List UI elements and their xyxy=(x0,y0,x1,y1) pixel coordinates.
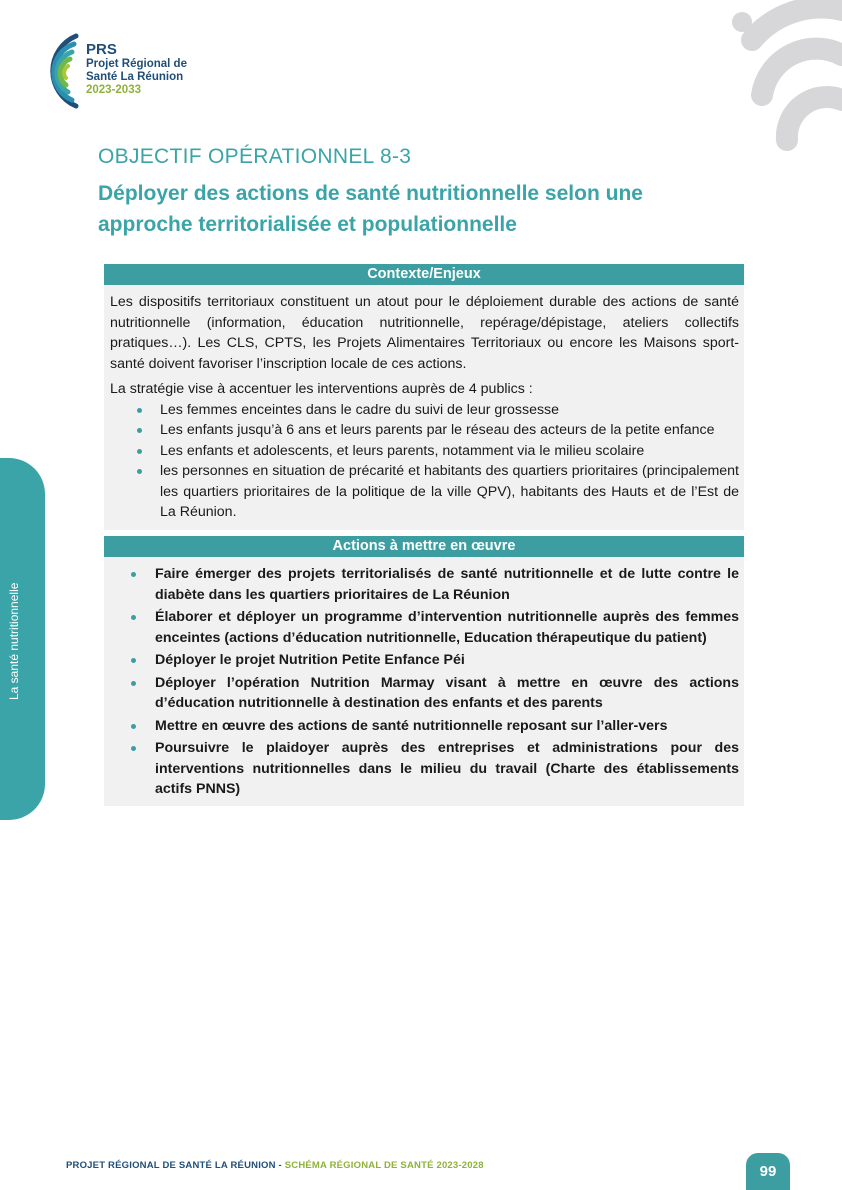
chapter-side-label: La santé nutritionnelle xyxy=(7,582,21,700)
actions-heading: Actions à mettre en œuvre xyxy=(104,536,744,557)
context-section xyxy=(104,264,744,530)
logo-years: 2023-2033 xyxy=(86,84,141,96)
footer xyxy=(66,1160,484,1171)
logo-line-1: Projet Régional de xyxy=(86,58,187,70)
prs-logo xyxy=(24,28,224,118)
footer-separator: - xyxy=(275,1160,285,1171)
list-item: Poursuivre le plaidoyer auprès des entreprises et administrations pour des interventions nutritionnelles dans le milieu du travail (Charte des établissements actifs PNNS) xyxy=(155,738,739,800)
logo-line-2: Santé La Réunion xyxy=(86,71,184,83)
list-item: Élaborer et déployer un programme d’intervention nutritionnelle auprès des femmes enceintes (actions d’éducation nutritionnelle, Education thérapeutique du patient) xyxy=(155,607,739,648)
context-heading: Contexte/Enjeux xyxy=(104,264,744,285)
footer-document-title: PROJET RÉGIONAL DE SANTÉ LA RÉUNION xyxy=(66,1160,276,1171)
page-number: 99 xyxy=(746,1153,790,1190)
list-item: Les femmes enceintes dans le cadre du suivi de leur grossesse xyxy=(160,400,739,421)
list-item: les personnes en situation de précarité et habitants des quartiers prioritaires (principalement les quartiers prioritaires de la politique de la ville QPV), habitants des Hauts et de l’Est de La Réunion. xyxy=(160,461,739,523)
list-item: Faire émerger des projets territorialisés de santé nutritionnelle et de lutte contre le diabète dans les quartiers prioritaires de La Réunion xyxy=(155,564,739,605)
context-paragraph-2: La stratégie vise à accentuer les interventions auprès de 4 publics : xyxy=(110,381,533,397)
publics-list xyxy=(104,400,744,523)
list-item: Déployer l’opération Nutrition Marmay visant à mettre en œuvre des actions d’éducation nutritionnelle à destination des enfants et des parents xyxy=(155,673,739,714)
list-item: Déployer le projet Nutrition Petite Enfance Péi xyxy=(155,650,739,671)
logo-acronym: PRS xyxy=(86,41,117,58)
list-item: Les enfants jusqu’à 6 ans et leurs parents par le réseau des acteurs de la petite enfance xyxy=(160,420,739,441)
actions-list xyxy=(104,557,744,800)
objective-label: OBJECTIF OPÉRATIONNEL 8-3 xyxy=(98,145,412,168)
actions-section xyxy=(104,536,744,806)
context-paragraph-1: Les dispositifs territoriaux constituent un atout pour le déploiement durable des actions de santé nutritionnelle (information, éducation nutritionnelle, repérage/dépistage, ateliers collectifs pratiques…). Les CLS, CPTS, les Projets Alimentaires Territoriaux ou encore les Maisons sport-santé doivent favoriser l’inscription locale de ces actions. xyxy=(110,294,739,372)
list-item: Mettre en œuvre des actions de santé nutritionnelle reposant sur l’aller-vers xyxy=(155,716,739,737)
list-item: Les enfants et adolescents, et leurs parents, notamment via le milieu scolaire xyxy=(160,441,739,462)
footer-schema-title: SCHÉMA RÉGIONAL DE SANTÉ 2023-2028 xyxy=(284,1160,484,1171)
decorative-arcs-icon xyxy=(692,0,842,160)
objective-title: Déployer des actions de santé nutritionnelle selon une approche territorialisée et populationnelle xyxy=(98,182,643,236)
logo-swirl-icon xyxy=(24,28,84,113)
